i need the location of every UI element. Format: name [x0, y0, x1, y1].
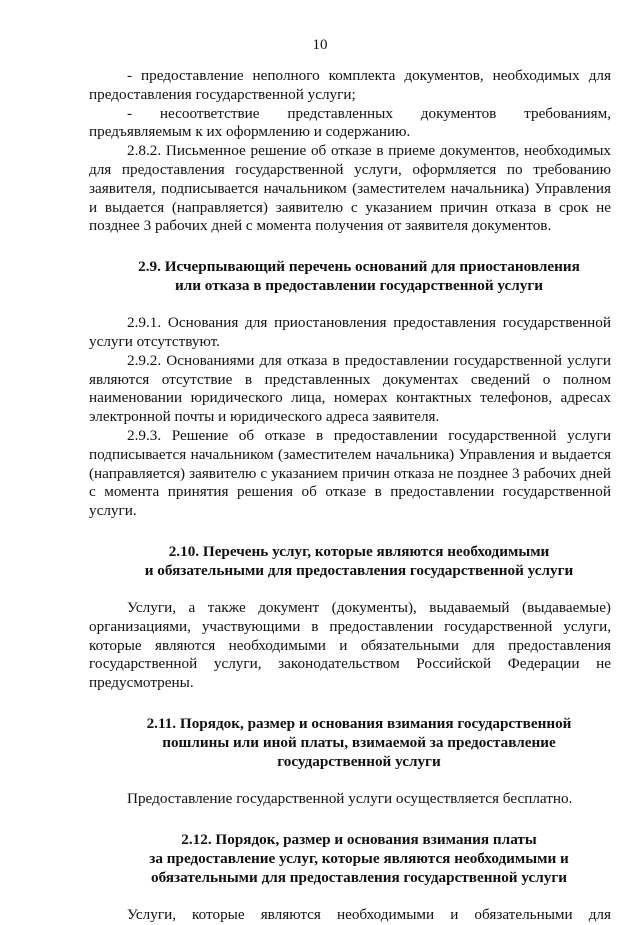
heading-2-11	[89, 714, 611, 771]
page-number: 10	[312, 37, 328, 53]
heading-2-12	[89, 830, 611, 887]
heading-2-12-line-2: за предоставление услуг, которые являются необходимыми и	[149, 849, 569, 867]
paragraph-noncompliance: - несоответствие представленных документов требованиям, предъявляемым к их оформлению и содержанию.	[89, 104, 611, 141]
heading-2-10	[89, 542, 611, 580]
heading-2-11-line-2: пошлины или иной платы, взимаемой за предоставление	[162, 733, 556, 751]
paragraph-2-8-2: 2.8.2. Письменное решение об отказе в приеме документов, необходимых для предоставления государственной услуги, оформляется по требованию заявителя, подписывается начальником (заместителем начальника) Управления и выдается (направляется) заявителю с указанием причин отказа в срок не позднее 3 рабочих дней с момента получения от заявителя документов.	[89, 142, 611, 235]
heading-2-9	[89, 257, 611, 295]
paragraph-2-9-3: 2.9.3. Решение об отказе в предоставлении государственной услуги подписывается начальником (заместителем начальника) Управления и выдается (направляется) заявителю с указанием причин отказа не позднее 3 рабочих дней с момента принятия решения об отказе в предоставлении государственной услуги.	[89, 426, 611, 520]
heading-2-12-line-1: 2.12. Порядок, размер и основания взимания платы	[181, 830, 537, 848]
heading-2-11-line-3: государственной услуги	[277, 752, 441, 770]
heading-2-10-line-2: и обязательными для предоставления государственной услуги	[144, 561, 574, 579]
paragraph-free-of-charge: Предоставление государственной услуги осуществляется бесплатно.	[127, 789, 573, 807]
paragraph-services-not-required: Услуги, а также документ (документы), выдаваемый (выдаваемые) организациями, участвующими в предоставлении государственной услуги, которые являются необходимыми и обязательными для предоставления государственной услуги, законодательством Российской Федерации не предусмотрены.	[89, 598, 611, 692]
heading-2-11-line-1: 2.11. Порядок, размер и основания взимания государственной	[146, 714, 572, 732]
heading-2-9-line-1: 2.9. Исчерпывающий перечень оснований для приостановления	[138, 258, 580, 276]
heading-2-10-line-1: 2.10. Перечень услуг, которые являются необходимыми	[168, 542, 550, 560]
document-body	[89, 67, 611, 925]
heading-2-12-line-3: обязательными для предоставления государственной услуги	[150, 868, 567, 886]
paragraph-2-9-2: 2.9.2. Основаниями для отказа в предоставлении государственной услуги являются отсутствие в представленных документах сведений о полном наименовании юридического лица, номерах контактных телефонов, адресах электронной почты и юридического адреса заявителя.	[89, 351, 611, 426]
paragraph-2-9-1: 2.9.1. Основания для приостановления предоставления государственной услуги отсутствуют.	[89, 314, 611, 350]
paragraph-incomplete-documents: - предоставление неполного комплекта документов, необходимых для предоставления государственной услуги;	[89, 67, 611, 103]
paragraph-2-12-start: Услуги, которые являются необходимыми и обязательными для	[127, 905, 611, 923]
heading-2-9-line-2: или отказа в предоставлении государственной услуги	[174, 277, 543, 295]
